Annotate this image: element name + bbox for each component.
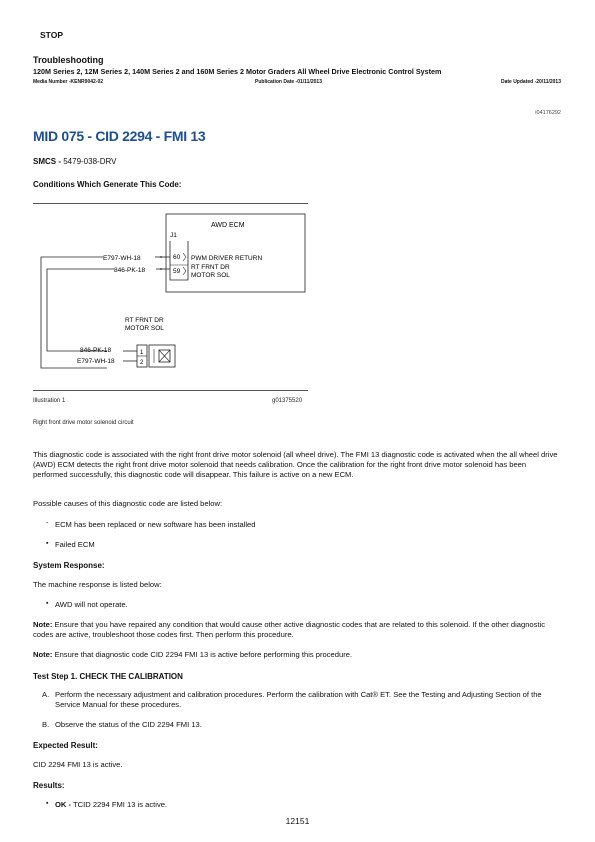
test-step-heading: Test Step 1. CHECK THE CALIBRATION	[33, 672, 183, 681]
pin-59-desc-2: MOTOR SOL	[191, 272, 230, 279]
note-1: Note: Ensure that you have repaired any condition that would cause other active diagnostic codes that are related to this solenoid. If the other diagnostic codes are active, troubleshoot those codes first. Then perform this procedure.	[33, 620, 546, 639]
illustration-caption: Right front drive motor solenoid circuit	[33, 420, 134, 426]
dash-bullet: -	[46, 520, 49, 527]
causes-intro: Possible causes of this diagnostic code are listed below:	[33, 499, 223, 508]
results-heading: Results:	[33, 781, 65, 790]
intro-paragraph: This diagnostic code is associated with the right front drive motor solenoid (all wheel drive). The FMI 13 diagnostic code is activated when the all wheel drive (AWD) ECM detects the right front drive motor solenoid that needs calibration. Once the calibration for the right front drive motor solenoid has been performed successfully, this diagnostic code will disappear. This failure is active on a new ECM.	[33, 450, 558, 479]
sol-pin-2: 2	[140, 360, 144, 366]
note-label: Note:	[33, 650, 53, 659]
list-item: ▪ AWD will not operate.	[46, 600, 128, 609]
sol-wire-846: 846-PK-18	[80, 347, 112, 354]
list-item: ▪ Failed ECM	[46, 540, 95, 549]
smcs-code	[33, 157, 116, 166]
bullet-icon: ▪	[46, 800, 49, 807]
pin-60-desc: PWM DRIVER RETURN	[191, 255, 263, 262]
note-2: Note: Ensure that diagnostic code CID 2294 FMI 13 is active before performing this procedure.	[33, 650, 353, 659]
conditions-heading: Conditions Which Generate This Code:	[33, 180, 182, 189]
expected-result-text: CID 2294 FMI 13 is active.	[33, 760, 123, 769]
publication-date: Publication Date -01/11/2013	[255, 79, 322, 85]
divider	[33, 390, 308, 391]
step-text: Perform the necessary adjustment and calibration procedures. Perform the calibration with Cat® ET. See the Testing and Adjusting Section of the Service Manual for these procedures.	[55, 690, 542, 709]
smcs-value: 5479-038-DRV	[61, 157, 117, 166]
sol-pin-1: 1	[140, 350, 144, 356]
wire-label-e797: E797-WH-18	[103, 255, 141, 262]
wire-label-846: 846-PK-18	[114, 267, 146, 274]
system-response-heading: System Response:	[33, 561, 105, 570]
page-title: MID 075 - CID 2294 - FMI 13	[33, 128, 206, 144]
document-id: i04176292	[535, 110, 561, 116]
stop-label: STOP	[40, 30, 63, 40]
bullet-icon: ▪	[46, 540, 49, 547]
response-intro: The machine response is listed below:	[33, 580, 162, 589]
result-label: OK -	[55, 800, 72, 809]
media-number: Media Number -KENR9042-02	[33, 79, 104, 85]
solenoid-body	[149, 345, 175, 367]
bullet-icon: ▪	[46, 600, 49, 607]
solenoid-label-2: MOTOR SOL	[125, 325, 164, 332]
illustration-code: g01375520	[272, 398, 303, 404]
step-letter: A.	[42, 690, 50, 699]
sol-wire-e797: E797-WH-18	[77, 358, 115, 365]
document-subtitle: 120M Series 2, 12M Series 2, 140M Series 2 and 160M Series 2 Motor Graders All Wheel Drive Electronic Control System	[33, 67, 442, 76]
smcs-label: SMCS -	[33, 157, 61, 166]
ecm-label: AWD ECM	[211, 222, 245, 229]
note-label: Note:	[33, 620, 53, 629]
list-item: ▪ OK - TCID 2294 FMI 13 is active.	[46, 800, 168, 809]
wire-846	[47, 269, 114, 351]
date-updated: Date Updated -20/11/2013	[500, 79, 561, 85]
section-title: Troubleshooting	[33, 55, 104, 65]
step-text: Observe the status of the CID 2294 FMI 13.	[55, 720, 202, 729]
solenoid-label-1: RT FRNT DR	[125, 317, 164, 324]
pin-59-desc-1: RT FRNT DR	[191, 264, 230, 271]
pin-59: 59	[173, 268, 181, 275]
wiring-diagram	[33, 205, 313, 390]
list-item: - ECM has been replaced or new software has been installed	[46, 520, 256, 529]
step-letter: B.	[42, 720, 50, 729]
page-number: 12151	[285, 816, 310, 826]
pin-60: 60	[173, 254, 181, 261]
expected-result-heading: Expected Result:	[33, 741, 98, 750]
illustration-label: Illustration 1	[33, 398, 66, 404]
connector-label: J1	[170, 232, 177, 239]
divider	[33, 203, 308, 204]
